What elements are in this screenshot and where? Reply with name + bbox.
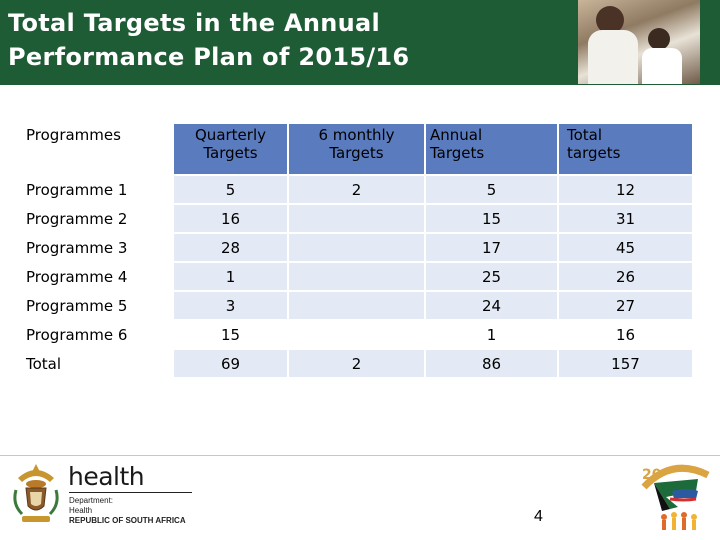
table-header-row [22,124,694,176]
dept-line-3: REPUBLIC OF SOUTH AFRICA [69,516,186,525]
cell-quarterly: 5 [174,176,289,205]
cell-annual: 15 [426,205,559,234]
cell-quarterly: 1 [174,263,289,292]
header-annual-line2: Targets [430,144,485,162]
cell-annual: 5 [426,176,559,205]
header-annual [426,124,559,176]
header-total-line2: targets [567,144,621,162]
title-banner [0,0,720,85]
cell-total: 45 [559,234,694,263]
header-six-line2: Targets [329,144,384,162]
cell-annual: 1 [426,321,559,350]
cell-six-monthly [289,205,426,234]
cell-six-monthly [289,321,426,350]
header-six-monthly [289,124,426,176]
row-name: Programme 4 [22,263,174,292]
cell-six-monthly [289,263,426,292]
cell-total: 31 [559,205,694,234]
cell-six-monthly: 2 [289,350,426,379]
page-number: 4 [534,508,543,525]
row-name: Programme 5 [22,292,174,321]
row-name: Programme 1 [22,176,174,205]
cell-annual: 24 [426,292,559,321]
header-quarterly [174,124,289,176]
row-name: Total [22,350,174,379]
twenty-years-freedom-logo-icon [636,457,714,535]
cell-annual: 17 [426,234,559,263]
cell-six-monthly: 2 [289,176,426,205]
cell-total: 12 [559,176,694,205]
table-row [22,234,694,263]
row-name: Programme 2 [22,205,174,234]
slide-title-line-1: Total Targets in the Annual [8,9,381,37]
cell-annual: 86 [426,350,559,379]
cell-annual: 25 [426,263,559,292]
table-row [22,263,694,292]
header-quarterly-line1: Quarterly [195,126,266,144]
table-row-total [22,350,694,379]
footer-divider [0,455,720,456]
row-name: Programme 3 [22,234,174,263]
header-annual-line1: Annual [430,126,483,144]
svg-text:20: 20 [642,467,662,483]
dept-line-2: Health [69,506,93,515]
cell-quarterly: 15 [174,321,289,350]
cell-quarterly: 3 [174,292,289,321]
health-logo-rule [69,492,192,493]
header-quarterly-line2: Targets [203,144,258,162]
table-row [22,176,694,205]
row-name: Programme 6 [22,321,174,350]
cell-quarterly: 28 [174,234,289,263]
cell-total: 157 [559,350,694,379]
cell-total: 27 [559,292,694,321]
cell-six-monthly [289,292,426,321]
slide-title-line-2: Performance Plan of 2015/16 [8,43,410,71]
department-text [69,496,186,526]
header-total [559,124,694,176]
health-logo-text: health [68,462,145,491]
dept-line-1: Department: [69,496,114,505]
table-row [22,321,694,350]
slide-title [8,6,568,74]
header-six-line1: 6 monthly [318,126,395,144]
header-programmes: Programmes [22,124,174,176]
header-photo [578,0,700,84]
table-row [22,292,694,321]
cell-quarterly: 69 [174,350,289,379]
table-row [22,205,694,234]
cell-quarterly: 16 [174,205,289,234]
targets-table [22,124,694,379]
cell-total: 16 [559,321,694,350]
cell-six-monthly [289,234,426,263]
header-total-line1: Total [567,126,603,144]
cell-total: 26 [559,263,694,292]
coat-of-arms-icon [10,460,62,528]
